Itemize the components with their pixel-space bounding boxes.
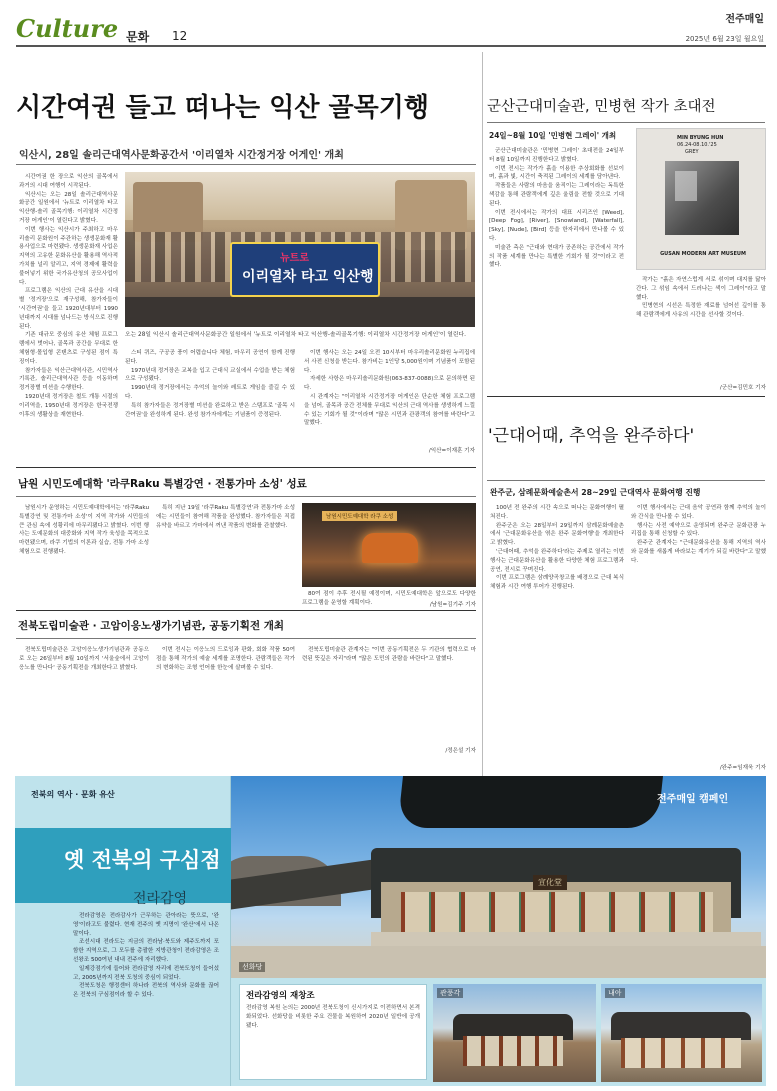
paragraph: 행사는 사전 예약으로 운영되며 완주군 문화관광 누리집을 통해 신청할 수 있다. bbox=[631, 522, 766, 538]
banner-small: 뉴트로 bbox=[280, 253, 309, 264]
divider bbox=[487, 122, 765, 123]
main-column-3 bbox=[304, 349, 475, 441]
namwon-sign: 남원시민도예대학 라쿠 소성 bbox=[322, 511, 397, 521]
paragraph: 전북도립미술관 관계자는 "이번 공동기획전은 두 기관의 협력으로 마련된 뜻깊은 자리"라며 "많은 도민의 관람을 바란다"고 말했다. bbox=[302, 647, 476, 662]
paragraph: 이번 전시는 작가가 흙을 이용한 추상회화를 선보이며, 흙과 빛, 시간이 축적된 그레이의 세계를 담아낸다. bbox=[489, 165, 624, 181]
poster-title: MIN BYUNG HUN bbox=[677, 135, 724, 141]
issue-date: 2025년 6월 23일 월요일 bbox=[685, 35, 764, 43]
gallery-column-2 bbox=[636, 276, 766, 382]
namwon-headline: 남원 시민도예대학 '라쿠Raku 특별강연 · 전통가마 소성' 성료 bbox=[18, 478, 307, 490]
jeonbuk-column-2 bbox=[156, 646, 295, 756]
photo-label-left: 관풍각 bbox=[437, 988, 463, 998]
main-photo bbox=[125, 172, 475, 327]
main-headline: 시간여권 들고 떠나는 익산 골목기행 bbox=[16, 93, 429, 123]
inset-title: 전라감영의 재창조 bbox=[246, 991, 315, 1001]
gallery-headline: 군산근대미술관, 민병현 작가 초대전 bbox=[487, 99, 716, 115]
campaign-panel bbox=[15, 776, 231, 1086]
paragraph: 1970년대 정거장은 교복을 입고 근대식 교실에서 수업을 받는 체험으로 구성됐다. bbox=[125, 367, 295, 383]
section-title-kr: 문화 bbox=[126, 30, 150, 44]
paragraph: 특히 참가자들은 정거장별 미션을 완료하고 받은 스탬프로 '골목 시간여권'을 완성하게 된다. 완성 참가자에게는 기념품이 증정된다. bbox=[125, 402, 295, 418]
photo-label-right: 내아 bbox=[605, 988, 625, 998]
campaign-body bbox=[73, 912, 219, 1080]
poster-dates: 06.24-08.10.'25 bbox=[677, 142, 717, 148]
paragraph: 완주군 관계자는 "근대문화유산을 통해 지역의 역사와 문화를 새롭게 바라보는 계기가 되길 바란다"고 말했다. bbox=[631, 540, 766, 564]
paragraph: 작가는 "흙은 자연스럽게 서로 섞이며 대지를 닮아간다. 그 섞임 속에서 드러나는 색이 그레이"라고 말했다. bbox=[636, 277, 766, 301]
jeonbuk-column-3 bbox=[302, 646, 476, 746]
namwon-photo bbox=[302, 503, 476, 587]
paragraph: 조선시대 전라도는 지금의 전라남·북도와 제주도까지 포함한 지역으로, 그 모두를 총괄한 지방관청이 전라감영은 조선왕조 500여년 내내 전주에 자리했다. bbox=[73, 939, 219, 963]
paragraph: 민병현의 시선은 특정한 재료를 넘어선 깊이를 통해 관람객에게 사유의 시간을 선사할 것이다. bbox=[636, 303, 766, 319]
paragraph: '근대어때, 추억을 완주하다'라는 주제로 열리는 이번 행사는 근대문화유산을 활용한 다양한 체험 프로그램과 공연, 전시로 꾸며진다. bbox=[490, 548, 624, 573]
paragraph: 이번 프로그램은 삼례양곡창고를 배경으로 근대 복식 체험과 시간 여행 투어가 진행된다. bbox=[490, 575, 624, 591]
paragraph: 시간여권 한 장으로 익산의 골목에서 과거의 시대 여행이 시작된다. bbox=[19, 174, 118, 189]
paragraph: 80여 점이 추후 전시될 예정이며, 시민도예대학은 앞으로도 다양한 프로그램을 운영할 계획이다. bbox=[302, 591, 476, 606]
inset-body: 전라감영 복원 논의는 2000년 전북도청이 신시가지로 이전하면서 본격화되었다. 선화당을 비롯한 주요 건물을 복원하여 2020년 일반에 공개됐다. bbox=[246, 1005, 420, 1029]
page-number: 12 bbox=[172, 29, 188, 43]
namwon-byline: /남원=김기주 기자 bbox=[429, 602, 476, 608]
jeonbuk-headline: 전북도립미술관 · 고암이응노생가기념관, 공동기획전 개최 bbox=[18, 620, 285, 632]
paragraph: 프로그램은 익산의 근대 유산을 시대별 '정거장'으로 재구성해, 참가자들이 '시간여권'을 들고 1920년대부터 1990년대까지 시대를 넘나드는 방식으로 진행된다. bbox=[19, 288, 118, 330]
poster-word: GREY bbox=[685, 149, 699, 155]
namwon-column-1 bbox=[19, 504, 149, 604]
page-header bbox=[14, 8, 766, 48]
paragraph: 1920년대 정거장은 철도 개통 시절의 이리역을, 1950년대 정거장은 한국전쟁 이후의 생활상을 재현한다. bbox=[19, 393, 118, 418]
main-column-1 bbox=[19, 173, 118, 479]
paragraph: 작품들은 사람의 마음을 움직이는 그레이라는 독특한 색감을 통해 관람객에게 깊은 울림을 전할 것으로 기대된다. bbox=[489, 183, 624, 207]
photo-caption: 오는 28일 익산시 솔리근대역사문화공간 일원에서 '뉴트로 이리열차 타고 익산행-솔리골목기행: 이리열차 시간정거장 어게인'이 열린다. bbox=[125, 332, 466, 338]
gwanpunggak-photo bbox=[433, 984, 596, 1082]
paragraph: 이번 행사는 오는 24일 오전 10시부터 마우리솔리문화원 누리집에서 사전 신청을 받는다. 참가비는 1인당 5,000원이며 기념품이 포함된다. bbox=[304, 350, 475, 374]
photo-banner bbox=[230, 242, 380, 297]
campaign-title: 옛 전북의 구심점 bbox=[64, 848, 221, 872]
main-subhead: 익산시, 28일 솔리근대역사문화공간서 '이리열차 시간정거장 어게인' 개최 bbox=[19, 150, 344, 161]
paragraph: 이번 전시는 이응노의 드로잉과 판화, 회화 작품 50여 점을 통해 작가의 예술 세계를 조명한다. 관람객들은 작가의 변화하는 조형 언어를 한눈에 살펴볼 수 있다. bbox=[156, 647, 295, 671]
namwon-column-2 bbox=[156, 504, 295, 604]
wanju-subhead: 완주군, 삼례문화예술촌서 28~29일 근대역사 문화여행 진행 bbox=[490, 488, 701, 497]
paragraph: 참가자들은 익산근대역사관, 시민역사기록관, 솔리근대역사관 등을 이동하며 정거장별 미션을 수행한다. bbox=[19, 367, 118, 392]
paragraph: 100년 전 완주의 시간 속으로 떠나는 문화여행이 펼쳐진다. bbox=[490, 505, 624, 520]
paragraph: 스티 퀴즈, 구공공 풍이 어렵습니다 체험, 마우리 공연이 함께 진행된다. bbox=[125, 350, 295, 365]
gallery-byline: /군산=김민호 기자 bbox=[719, 385, 766, 391]
main-byline: /익산=이재훈 기자 bbox=[428, 448, 475, 454]
section-title: Culture bbox=[16, 14, 119, 43]
paper-name: 전주매일 bbox=[725, 14, 764, 25]
paragraph: 일제강점기에 들어와 전라감영 자리에 전북도청이 들어섰고, 2005년까지 전북 도청의 중심이 되었다. bbox=[73, 965, 219, 981]
campaign-subtitle: 전라감영 bbox=[133, 891, 188, 907]
paragraph: 익산시는 오는 28일 솔리근대역사문화공간 일원에서 '뉴트로 이리열차 타고 익산행-솔리 골목기행: 이리열차 시간정거장 어게인'이 열린다고 밝혔다. bbox=[19, 191, 118, 224]
naea-photo bbox=[601, 984, 762, 1082]
header-rule bbox=[16, 45, 766, 47]
jeonbuk-byline: /정은설 기자 bbox=[445, 748, 476, 754]
wanju-column-1 bbox=[490, 504, 624, 774]
paragraph: 미술관 측은 "근대와 현대가 공존하는 공간에서 작가의 작품 세계를 만나는 특별한 기회가 될 것"이라고 전했다. bbox=[489, 244, 624, 269]
paragraph: 이번 행사는 익산시가 주최하고 마우리솔리 문화원이 주관하는 생생문화재 활용사업으로 마련됐다. 생생문화재 사업은 지역의 고유한 문화유산을 활용해 역사적 가치를 널리 알리고, 지역 경제에 활력을 불어넣기 위한 국가유산청의 공모사업이다. bbox=[19, 226, 118, 286]
seonhwadang-photo bbox=[231, 776, 766, 978]
campaign-section bbox=[15, 776, 766, 1086]
exhibition-poster bbox=[636, 128, 766, 270]
wanju-byline: /완주=임재욱 기자 bbox=[719, 765, 766, 771]
main-column-2 bbox=[125, 349, 295, 459]
paragraph: 남원시가 운영하는 시민도예대학에서는 '라쿠Raku 특별강연 및 전통가마 소성'이 지역 작가와 시민들의 큰 관심 속에 성황리에 마무리됐다고 밝혔다. 이번 행사는 도예문화의 대중화와 지역 작가 육성을 목적으로 마련됐으며, 라쿠 기법의 이론과 실습, 전통 가마 소성 체험으로 진행됐다. bbox=[19, 505, 149, 555]
paragraph: 군산근대미술관은 '민병현 그레이' 초대전을 24일부터 8월 10일까지 진행한다고 밝혔다. bbox=[489, 148, 624, 163]
hall-sign: 宣化堂 bbox=[533, 875, 567, 890]
paragraph: 전라감영은 전라감사가 근무하는 관아라는 뜻으로, '완영'이라고도 불렸다. 현재 전주의 옛 지명이 '완산'에서 나온 말이다. bbox=[73, 913, 219, 937]
gallery-subhead: 24일~8월 10일 '민병현 그레이' 개최 bbox=[489, 131, 617, 140]
banner-big: 이리열차 타고 익산행 bbox=[242, 269, 374, 285]
paragraph: 기존 대규모 중심의 유산 체험 프로그램에서 벗어나, 골목과 공간을 무대로 한 체험형·몰입형 콘텐츠로 구성된 점이 특징이다. bbox=[19, 332, 118, 365]
divider bbox=[16, 164, 476, 165]
divider bbox=[487, 396, 765, 397]
photo-label-main: 선화당 bbox=[239, 962, 265, 972]
divider bbox=[16, 467, 476, 468]
paragraph: 전북도립미술관은 고암이응노생가기념관과 공동으로 오는 26일부터 8월 10일까지 '서울숲에서 고암이응노를 만나다' 공동기획전을 개최한다고 밝혔다. bbox=[19, 647, 149, 671]
paragraph: 완주군은 오는 28일부터 29일까지 삼례문화예술촌에서 '근대문화유산을 엮은 완주 문화여행'을 개최한다고 밝혔다. bbox=[490, 522, 624, 547]
poster-venue: GUSAN MODERN ART MUSEUM bbox=[660, 251, 746, 257]
paragraph: 시 관계자는 "이리열차 시간정거장 어게인은 단순한 체험 프로그램을 넘어, 골목과 공간 전체를 무대로 익산의 근대 역사를 생생하게 느낄 수 있는 기회가 될 것"이라며 "많은 시민과 관광객의 참여를 바란다"고 말했다. bbox=[304, 393, 475, 427]
jeonbuk-column-1 bbox=[19, 646, 149, 756]
paragraph: 자세한 사항은 마우리솔리문화원(063-837-0088)으로 문의하면 된다. bbox=[304, 376, 475, 392]
divider bbox=[16, 638, 476, 639]
divider bbox=[16, 496, 476, 497]
campaign-tag: 전북의 역사 · 문화 유산 bbox=[31, 790, 115, 799]
divider bbox=[16, 610, 476, 611]
paragraph: 전북도청은 행정센터 하나라 전북의 역사와 문화를 끊어온 전북의 구심점이라 할 수 있다. bbox=[73, 983, 219, 999]
campaign-badge: 전주매일 캠페인 bbox=[657, 794, 729, 805]
divider bbox=[487, 480, 765, 481]
wanju-column-2 bbox=[631, 504, 766, 760]
paragraph: 이번 행사에서는 근대 음악 공연과 함께 추억의 놀이와 간식을 만나볼 수 있다. bbox=[631, 505, 766, 520]
paragraph: 이번 전시에서는 작가의 대표 시리즈인 [Weed], [Deep Fog], [River], [Snowland], [Waterfall], [Sky], [Nude], [Bird] 등을 한자리에서 만나볼 수 있다. bbox=[489, 209, 624, 242]
campaign-inset bbox=[239, 984, 427, 1080]
paragraph: 1990년대 정거장에서는 추억의 놀이와 레트로 게임을 즐길 수 있다. bbox=[125, 385, 295, 400]
gallery-column-1 bbox=[489, 147, 624, 387]
paragraph: 특히 지난 19일 '라쿠Raku 특별강연'과 전통가마 소성에는 시민들이 참여해 작품을 완성했다. 참가자들은 직접 유약을 바르고 가마에서 꺼낸 작품의 변화를 관찰했다. bbox=[156, 505, 295, 529]
wanju-headline: '근대어때, 추억을 완주하다' bbox=[488, 426, 695, 446]
